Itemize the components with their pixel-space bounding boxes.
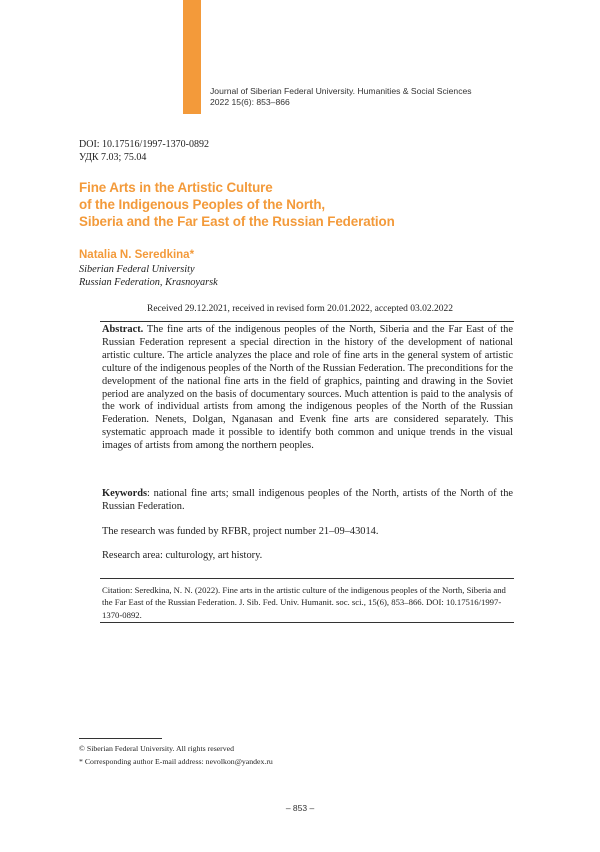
journal-issue: 2022 15(6): 853–866 — [210, 97, 290, 107]
article-identifiers — [79, 139, 209, 164]
divider — [100, 622, 514, 623]
doi: DOI: 10.17516/1997-1370-0892 — [79, 139, 209, 150]
title-line: Fine Arts in the Artistic Culture — [79, 180, 273, 195]
affiliation-university: Siberian Federal University — [79, 264, 195, 275]
abstract-label: Abstract. — [102, 324, 144, 335]
article-title — [79, 179, 395, 230]
abstract-text: The fine arts of the indigenous peoples of the North, Siberia and the Far East of the Russian Federation represent a special direction in the history of the development of national artistic culture. The article analyzes the place and role of fine arts in the general system of artistic culture of the indigenous peoples of the North of the Russian Federation. The preconditions for the development of the national fine arts in the field of graphics, painting and drawing in the Soviet period are analyzed on the basis of documentary sources. Much attention is paid to the analysis of the work of individual artists from among the indigenous peoples of the North of the Russian Federation. Nenets, Dolgan, Nganasan and Evenk fine arts are considered separately. This systematic approach made it possible to identify both common and unique trends in the visual images of artists from among the northern peoples. — [102, 324, 513, 452]
divider — [100, 578, 514, 579]
abstract — [102, 324, 513, 453]
title-line: Siberia and the Far East of the Russian Federation — [79, 214, 395, 229]
page-number: – 853 – — [285, 803, 315, 813]
author-affiliation — [79, 263, 218, 289]
research-area: Research area: culturology, art history. — [102, 550, 263, 561]
copyright-note: © Siberian Federal University. All rights reserved — [79, 744, 235, 753]
corresponding-author-note: * Corresponding author E-mail address: nevolkon@yandex.ru — [79, 757, 273, 766]
citation: Citation: Seredkina, N. N. (2022). Fine arts in the artistic culture of the indigenous peoples of the North, Siberia and the Far East of the Russian Federation. J. Sib. Fed. Univ. Humanit. soc. sci., 15(6), 853–866. DOI: 10.17516/1997-1370-0892. — [102, 585, 506, 620]
author-name: Natalia N. Seredkina* — [79, 249, 195, 261]
funding-note: The research was funded by RFBR, project number 21–09–43014. — [102, 526, 379, 537]
udk: УДК 7.03; 75.04 — [79, 151, 147, 163]
keywords-text: : national fine arts; small indigenous peoples of the North, artists of the North of the Russian Federation. — [102, 488, 513, 512]
accent-bar — [183, 0, 201, 114]
divider — [100, 321, 514, 322]
received-dates: Received 29.12.2021, received in revised form 20.01.2022, accepted 03.02.2022 — [147, 304, 454, 314]
journal-title: Journal of Siberian Federal University. Humanities & Social Sciences — [210, 86, 472, 96]
keywords-label: Keywords — [102, 488, 148, 499]
affiliation-location: Russian Federation, Krasnoyarsk — [79, 277, 218, 288]
title-line: of the Indigenous Peoples of the North, — [79, 197, 326, 212]
footnote-divider — [79, 738, 162, 739]
journal-header — [210, 86, 472, 108]
keywords — [102, 488, 513, 514]
